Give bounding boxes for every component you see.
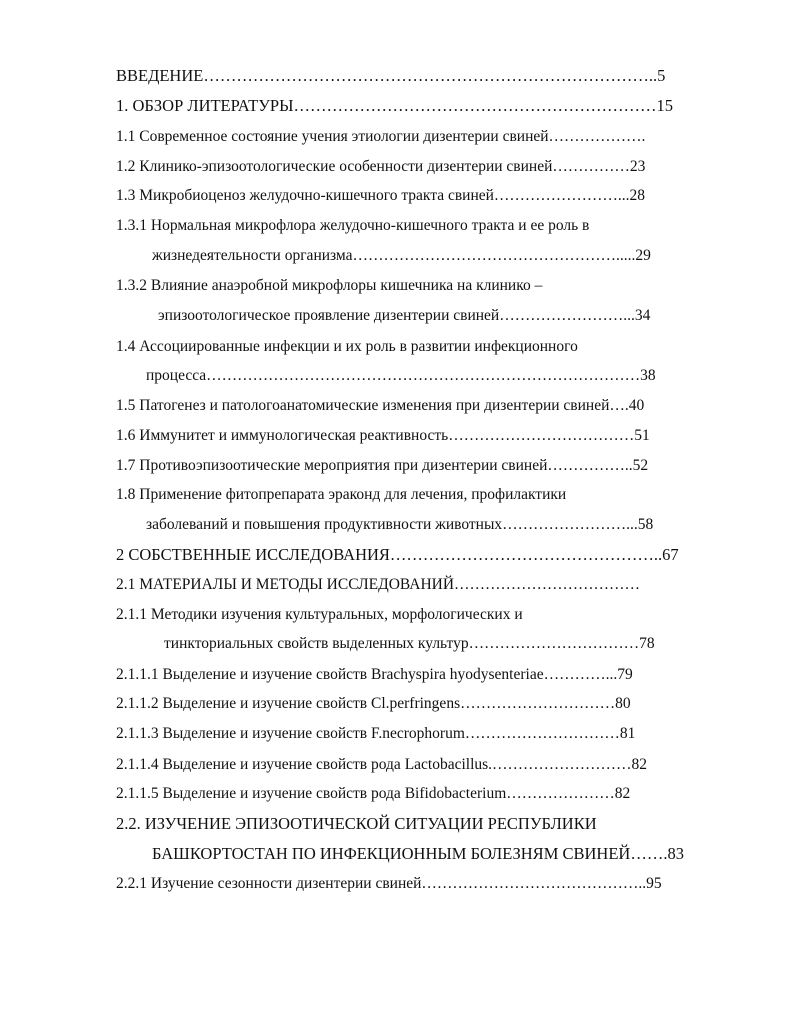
toc-entry-2-1-1-1: 2.1.1.1 Выделение и изучение свойств Brachyspira hyodysenteriae…………...79 bbox=[116, 666, 633, 683]
toc-entry-2-1-1: 2.1.1 Методики изучения культуральных, морфологических и bbox=[116, 606, 523, 623]
toc-entry-2-1-1-cont: тинкториальных свойств выделенных культур……………………………78 bbox=[164, 635, 655, 652]
toc-entry-2-2-cont: БАШКОРТОСТАН ПО ИНФЕКЦИОННЫМ БОЛЕЗНЯМ СВИНЕЙ…….83 bbox=[152, 844, 684, 863]
toc-entry-1-3-2: 1.3.2 Влияние анаэробной микрофлоры кишечника на клинико – bbox=[116, 277, 543, 294]
toc-entry-2-1-1-2: 2.1.1.2 Выделение и изучение свойств Cl.perfringens…………………………80 bbox=[116, 695, 631, 712]
toc-entry-1-3-2-cont: эпизоотологическое проявление дизентерии свиней……………………...34 bbox=[158, 307, 651, 324]
toc-entry-1-4-cont: процесса…………………………………………………………………………38 bbox=[146, 367, 656, 384]
toc-entry-1-7: 1.7 Противоэпизоотические мероприятия при дизентерии свиней……………..52 bbox=[116, 457, 649, 474]
toc-entry-1-3-1-cont: жизнедеятельности организма…………………………………………….....29 bbox=[152, 247, 651, 264]
toc-entry-1-5: 1.5 Патогенез и патологоанатомические изменения при дизентерии свиней….40 bbox=[116, 397, 645, 414]
toc-entry-1-8-cont: заболеваний и повышения продуктивности животных……………………...58 bbox=[146, 516, 654, 533]
toc-entry-intro: ВВЕДЕНИЕ………………………………………………………………………..5 bbox=[116, 66, 666, 85]
toc-entry-1-3: 1.3 Микробиоценоз желудочно-кишечного тракта свиней……………………...28 bbox=[116, 187, 646, 204]
toc-entry-1-6: 1.6 Иммунитет и иммунологическая реактивность………………………………51 bbox=[116, 427, 650, 444]
toc-entry-1-1: 1.1 Современное состояние учения этиологии дизентерии свиней………………. bbox=[116, 128, 646, 145]
toc-entry-1-8: 1.8 Применение фитопрепарата эраконд для лечения, профилактики bbox=[116, 486, 567, 503]
toc-entry-2-2-1: 2.2.1 Изучение сезонности дизентерии свиней……………………………………..95 bbox=[116, 875, 662, 892]
toc-entry-2-2: 2.2. ИЗУЧЕНИЕ ЭПИЗООТИЧЕСКОЙ СИТУАЦИИ РЕСПУБЛИКИ bbox=[116, 814, 597, 833]
toc-entry-ch2: 2 СОБСТВЕННЫЕ ИССЛЕДОВАНИЯ…………………………………………..67 bbox=[116, 545, 679, 564]
toc-entry-2-1-1-3: 2.1.1.3 Выделение и изучение свойств F.necrophorum…………………………81 bbox=[116, 725, 636, 742]
toc-entry-ch1: 1. ОБЗОР ЛИТЕРАТУРЫ…………………………………………………………15 bbox=[116, 96, 673, 115]
toc-entry-2-1-1-4: 2.1.1.4 Выделение и изучение свойств рода Lactobacillus.………………………82 bbox=[116, 756, 648, 773]
toc-entry-1-4: 1.4 Ассоциированные инфекции и их роль в развитии инфекционного bbox=[116, 338, 578, 355]
toc-entry-1-2: 1.2 Клинико-эпизоотологические особенности дизентерии свиней……………23 bbox=[116, 158, 646, 175]
toc-entry-2-1: 2.1 МАТЕРИАЛЫ И МЕТОДЫ ИССЛЕДОВАНИЙ……………………………… bbox=[116, 576, 641, 593]
toc-entry-2-1-1-5: 2.1.1.5 Выделение и изучение свойств рода Bifidobacterium…………………82 bbox=[116, 785, 631, 802]
toc-entry-1-3-1: 1.3.1 Нормальная микрофлора желудочно-кишечного тракта и ее роль в bbox=[116, 217, 590, 234]
